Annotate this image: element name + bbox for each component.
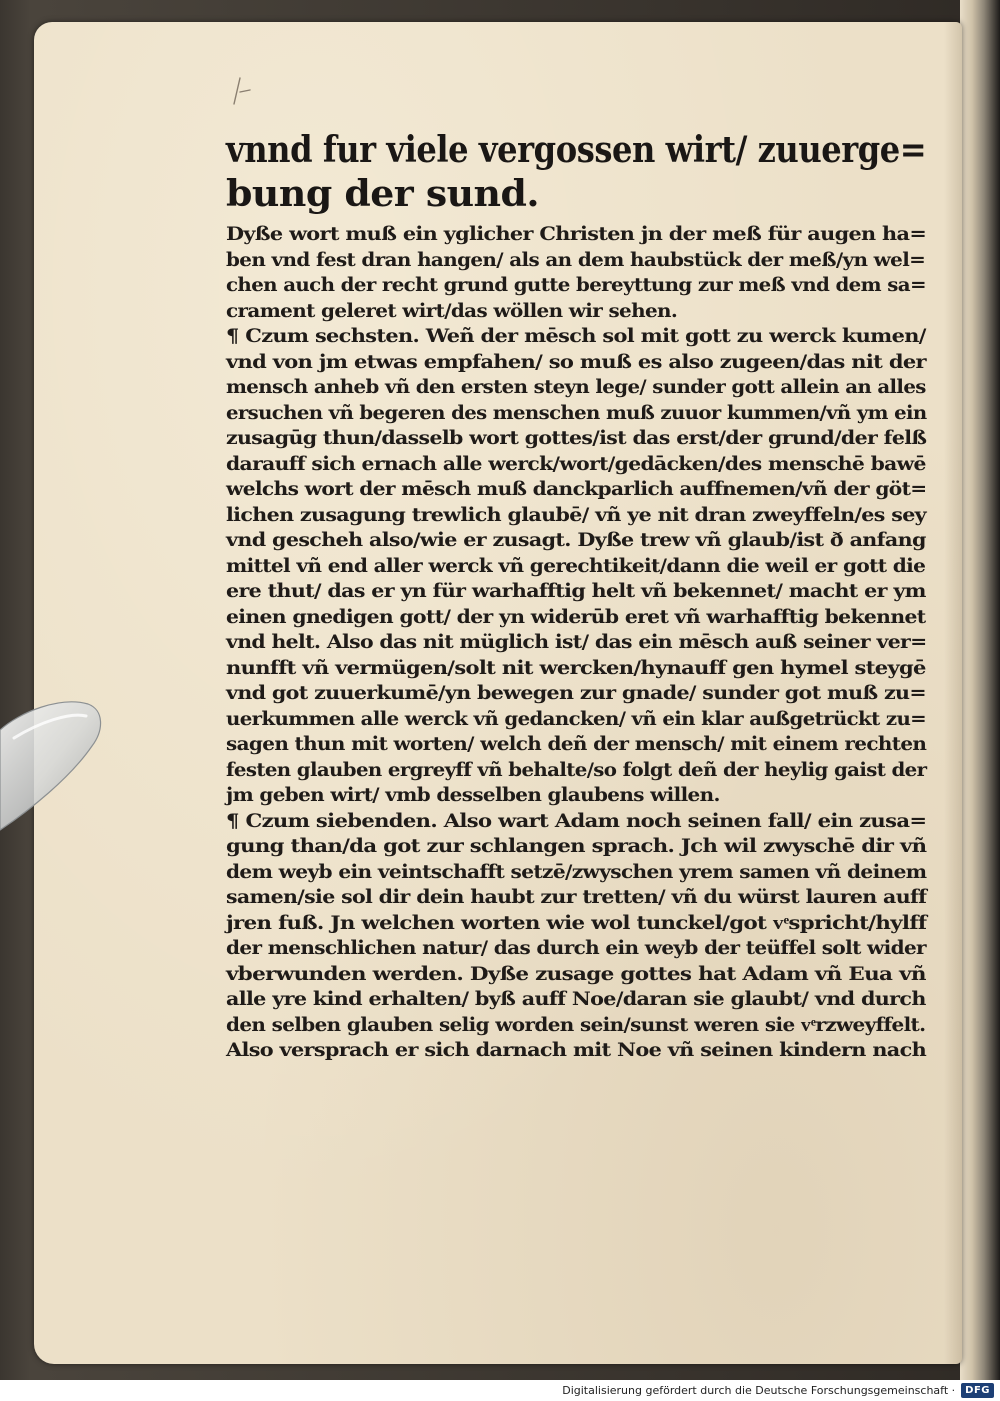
body-line: festen glauben ergreyff vñ behalte/so folgt deñ der heylig gaist der <box>226 758 927 781</box>
body-line: uerkummen alle werck vñ gedancken/ vñ ein klar außgetrückt zu= <box>226 707 927 730</box>
dfg-logo-icon: DFG <box>961 1383 994 1398</box>
body-line: mittel vñ end aller werck vñ gerechtikeit/dann die weil er gott die <box>226 554 926 577</box>
body-line: welchs wort der mēsch muß danckparlich auffnemen/vñ der göt= <box>226 478 927 500</box>
body-line: ¶ Czum sechsten. Weñ der mēsch sol mit gott zu werck kumen/ <box>226 325 926 347</box>
body-text <box>226 222 932 1064</box>
body-line: jren fuß. Jn welchen worten wie wol tunckel/got vͤspricht/hylff <box>226 911 927 934</box>
body-line: gung than/da got zur schlangen sprach. Jch wil zwyschē dir vñ <box>226 835 927 857</box>
body-line: vnd von jm etwas empfahen/ so muß es also zugeen/das nit der <box>226 350 926 373</box>
body-line: crament geleret wirt/das wöllen wir sehen. <box>226 299 678 322</box>
body-line: Also versprach er sich darnach mit Noe vñ seinen kindern nach <box>226 1039 927 1061</box>
body-line: der menschlichen natur/ das durch ein weyb der teüffel solt wider <box>226 937 926 959</box>
body-line: vberwunden werden. Dyße zusage gottes hat Adam vñ Eua vñ <box>226 962 926 985</box>
body-line: ersuchen vñ begeren des menschen muß zuuor kummen/vñ ym ein <box>226 401 927 424</box>
body-line: zusagūg thun/dasselb wort gottes/ist das erst/der grund/der felß <box>226 427 927 449</box>
body-line: samen/sie sol dir dein haubt zur tretten/ vñ du würst lauren auff <box>226 886 927 908</box>
body-line: nunfft vñ vermügen/solt nit wercken/hynauff gen hymel steygē <box>226 656 926 679</box>
footer-credit: Digitalisierung gefördert durch die Deutsche Forschungsgemeinschaft · <box>562 1384 956 1397</box>
body-line: mensch anheb vñ den ersten steyn lege/ sunder gott allein an alles <box>226 376 926 398</box>
body-line: vnd helt. Also das nit müglich ist/ das ein mēsch auß seiner ver= <box>226 631 927 653</box>
body-line: lichen zusagung trewlich glaubē/ vñ ye nit dran zweyffeln/es sey <box>226 503 926 526</box>
heading-line-1: vnnd fur viele vergossen wirt/ zuuerge= <box>226 129 927 171</box>
body-line: einen gnedigen gott/ der yn widerūb eret vñ warhafftig bekennet <box>226 605 926 628</box>
body-line: alle yre kind erhalten/ byß auff Noe/daran sie glaubt/ vnd durch <box>226 988 926 1010</box>
page-text <box>226 128 932 1064</box>
heading-line-2: bung der sund. <box>226 173 540 215</box>
page-clip-icon <box>0 690 108 840</box>
body-line: ben vnd fest dran hangen/ als an dem haubstück der meß/yn wel= <box>226 248 926 271</box>
body-line: vnd gescheh also/wie er zusagt. Dyße trew vñ glaub/ist ð anfang <box>226 529 926 551</box>
digitization-footer <box>0 1380 1000 1401</box>
body-line: jm geben wirt/ vmb desselben glaubens willen. <box>226 784 720 806</box>
pencil-mark-icon <box>228 74 260 110</box>
body-line: ere thut/ das er yn für warhafftig helt vñ bekennet/ macht er ym <box>226 580 926 602</box>
body-line: den selben glauben selig worden sein/sunst weren sie vͤrzweyffelt. <box>226 1013 926 1036</box>
body-line: Dyße wort muß ein yglicher Christen jn der meß für augen ha= <box>226 223 927 245</box>
body-line: dem weyb ein veintschafft setzē/zwyschen yrem samen vñ deinem <box>226 860 927 883</box>
body-line: ¶ Czum siebenden. Also wart Adam noch seinen fall/ ein zusa= <box>226 809 927 832</box>
body-line: darauff sich ernach alle werck/wort/gedācken/des menschē bawē <box>226 452 926 475</box>
body-line: sagen thun mit worten/ welch deñ der mensch/ mit einem rechten <box>226 733 927 755</box>
body-line: chen auch der recht grund gutte bereyttung zur meß vnd dem sa= <box>226 274 926 296</box>
body-line: vnd got zuuerkumē/yn bewegen zur gnade/ sunder got muß zu= <box>226 682 926 704</box>
